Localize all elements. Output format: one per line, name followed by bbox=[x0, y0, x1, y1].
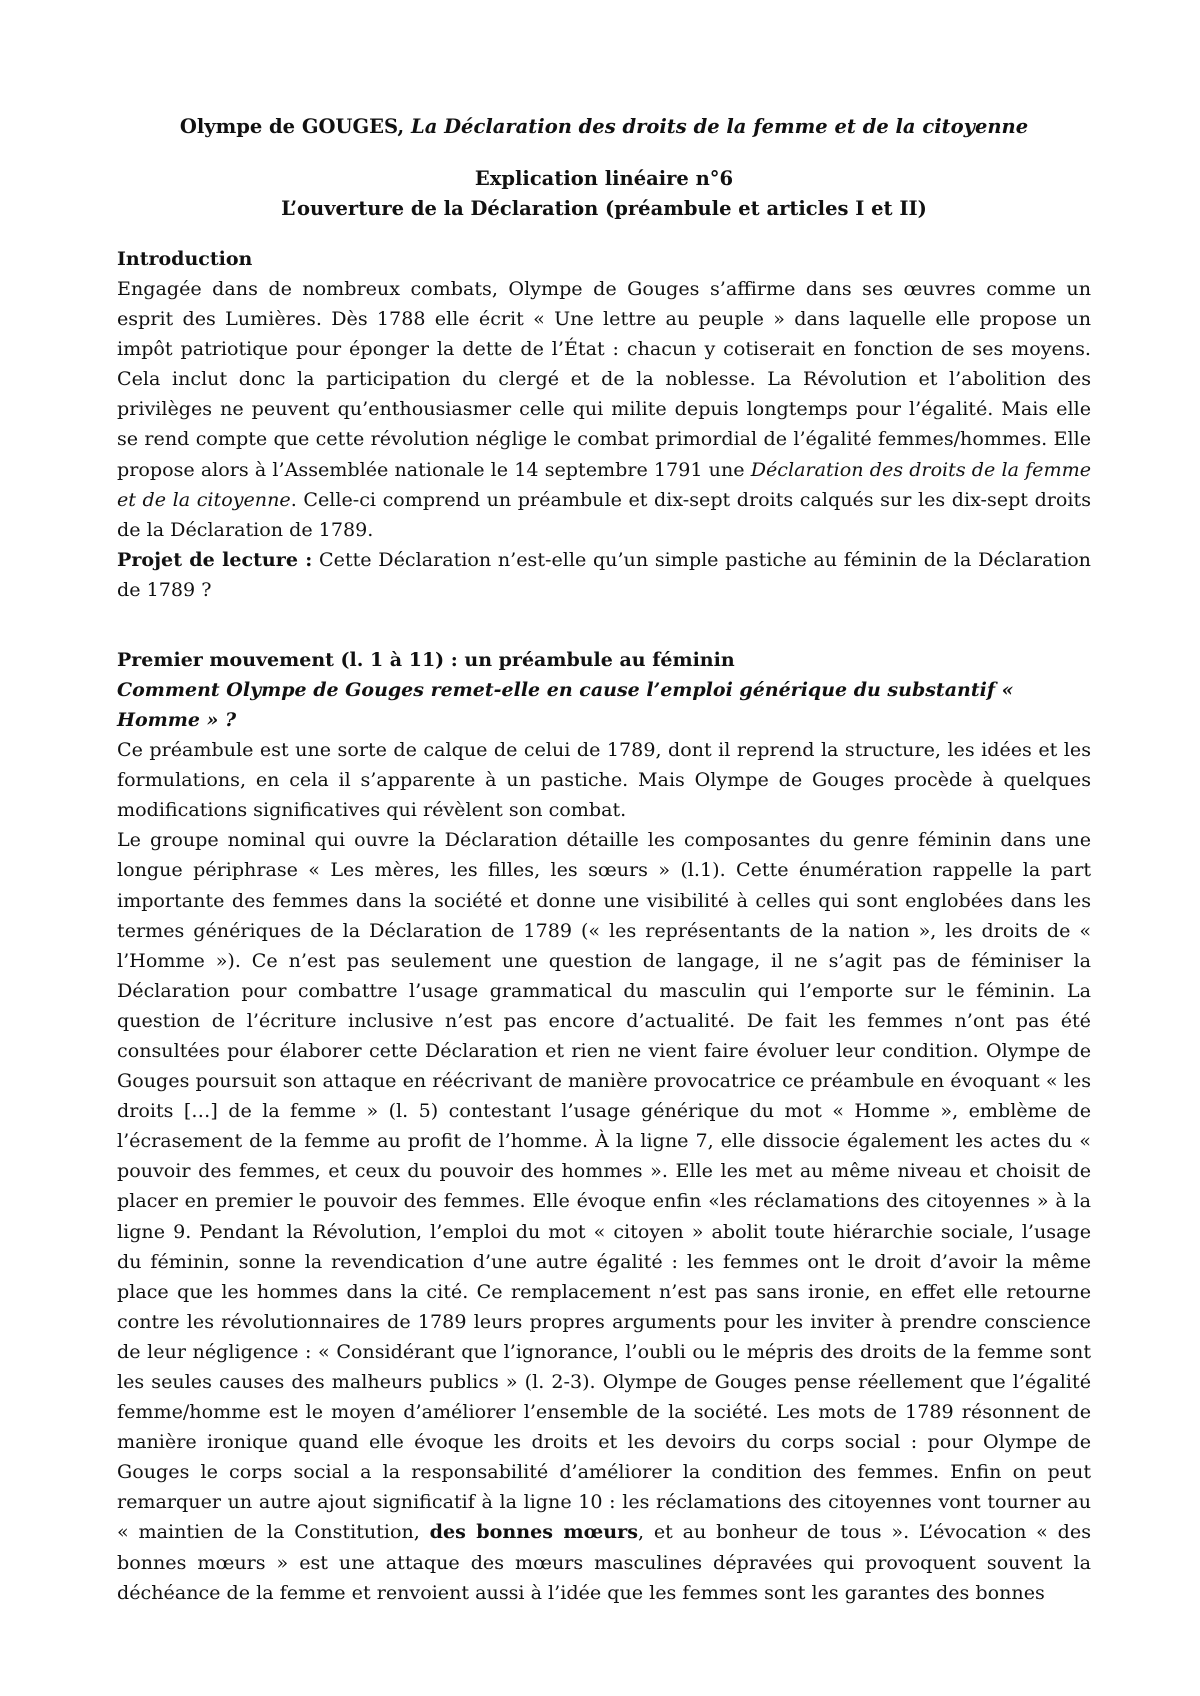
projet-label: Projet de lecture : bbox=[117, 547, 313, 571]
premier-mouvement-paragraph-1: Ce préambule est une sorte de calque de celui de 1789, dont il reprend la structure, les idées et les formulations, en cela il s’apparente à un pastiche. Mais Olympe de Gouges procède à quelques modifications significatives qui révèlent son combat. bbox=[117, 738, 1091, 822]
intro-text-1: Engagée dans de nombreux combats, Olympe de Gouges s’affirme dans ses œuvres comme un esprit des Lumières. Dès 1788 elle écrit « Une lettre au peuple » dans laquelle elle propose un impôt patriotique pour éponger la dette de l’État : chacun y cotiserait en fonction de ses moyens. Cela inclut donc la participation du clergé et de la noblesse. La Révolution et l’abolition des privilèges ne peuvent qu’enthousiasmer celle qui milite depuis longtemps pour l’égalité. Mais elle se rend compte que cette révolution néglige le combat primordial de l’égalité femmes/hommes. Elle propose alors à l’Assemblée nationale le 14 septembre 1791 une bbox=[117, 277, 1091, 481]
introduction-paragraph bbox=[117, 274, 1091, 545]
introduction-heading: Introduction bbox=[117, 248, 253, 270]
mv1-text-bold: des bonnes mœurs bbox=[429, 1520, 638, 1544]
premier-mouvement-heading: Premier mouvement (l. 1 à 11) : un préambule au féminin bbox=[117, 649, 735, 672]
document-page bbox=[117, 112, 1091, 1608]
document-title bbox=[117, 112, 1091, 142]
subtitle-block bbox=[117, 164, 1091, 224]
title-work: La Déclaration des droits de la femme et de la citoyenne bbox=[411, 115, 1029, 138]
premier-mouvement-question: Comment Olympe de Gouges remet-elle en cause l’emploi générique du substantif « Homme » ? bbox=[117, 679, 1014, 732]
subtitle-explication: Explication linéaire n°6 bbox=[474, 167, 734, 190]
mv1-text-2: , et au bonheur de tous ». L’évocation « des bonnes mœurs » est une attaque des mœurs masculines dépravées qui provoquent souvent la déchéance de la femme et renvoient aussi à l’idée que les femmes sont les garantes des bonnes bbox=[117, 1520, 1092, 1604]
projet-de-lecture bbox=[117, 545, 1091, 605]
premier-mouvement-paragraph-2 bbox=[117, 825, 1091, 1607]
introduction-section bbox=[117, 244, 1091, 605]
projet-text: Cette Déclaration n’est-elle qu’un simple pastiche au féminin de la Déclaration de 1789 ? bbox=[117, 547, 1091, 601]
subtitle-ouverture: L’ouverture de la Déclaration (préambule et articles I et II) bbox=[281, 197, 927, 220]
intro-text-italic: Déclaration des droits de la femme et de la citoyenne bbox=[117, 457, 1091, 511]
mv1-text-1: Le groupe nominal qui ouvre la Déclaration détaille les composantes du genre féminin dans une longue périphrase « Les mères, les filles, les sœurs » (l.1). Cette énumération rappelle la part importante des femmes dans la société et donne une visibilité à celles qui sont englobées dans les termes génériques de la Déclaration de 1789 (« les représentants de la nation », les droits de « l’Homme »). Ce n’est pas seulement une question de langage, il ne s’agit pas de féminiser la Déclaration pour combattre l’usage grammatical du masculin qui l’emporte sur le féminin. La question de l’écriture inclusive n’est pas encore d’actualité. De fait les femmes n’ont pas été consultées pour élaborer cette Déclaration et rien ne vient faire évoluer leur condition. Olympe de Gouges poursuit son attaque en réécrivant de manière provocatrice ce préambule en évoquant « les droits […] de la femme » (l. 5) contestant l’usage générique du mot « Homme », emblème de l’écrasement de la femme au profit de l’homme. À la ligne 7, elle dissocie également les actes du « pouvoir des femmes, et ceux du pouvoir des hommes ». Elle les met au même niveau et choisit de placer en premier le pouvoir des femmes. Elle évoque enfin «les réclamations des citoyennes » à la ligne 9. Pendant la Révolution, l’emploi du mot « citoyen » abolit toute hiérarchie sociale, l’usage du féminin, sonne la revendication d’une autre égalité : les femmes ont le droit d’avoir la même place que les hommes dans la cité. Ce remplacement n’est pas sans ironie, en effet elle retourne contre les révolutionnaires de 1789 leurs propres arguments pour les inviter à prendre conscience de leur négligence : « Considérant que l’ignorance, l’oubli ou le mépris des droits de la femme sont les seules causes des malheurs publics » (l. 2-3). Olympe de Gouges pense réellement que l’égalité femme/homme est le moyen d’améliorer l’ensemble de la société. Les mots de 1789 résonnent de manière ironique quand elle évoque les droits et les devoirs du corps social : pour Olympe de Gouges le corps social a la responsabilité d’améliorer la condition des femmes. Enfin on peut remarquer un autre ajout significatif à la ligne 10 : les réclamations des citoyennes vont tourner au « maintien de la Constitution, bbox=[117, 828, 1091, 1544]
title-author: Olympe de GOUGES, bbox=[179, 115, 411, 138]
intro-text-2: . Celle-ci comprend un préambule et dix-sept droits calqués sur les dix-sept droits de la Déclaration de 1789. bbox=[117, 487, 1091, 541]
premier-mouvement-section bbox=[117, 645, 1091, 1608]
